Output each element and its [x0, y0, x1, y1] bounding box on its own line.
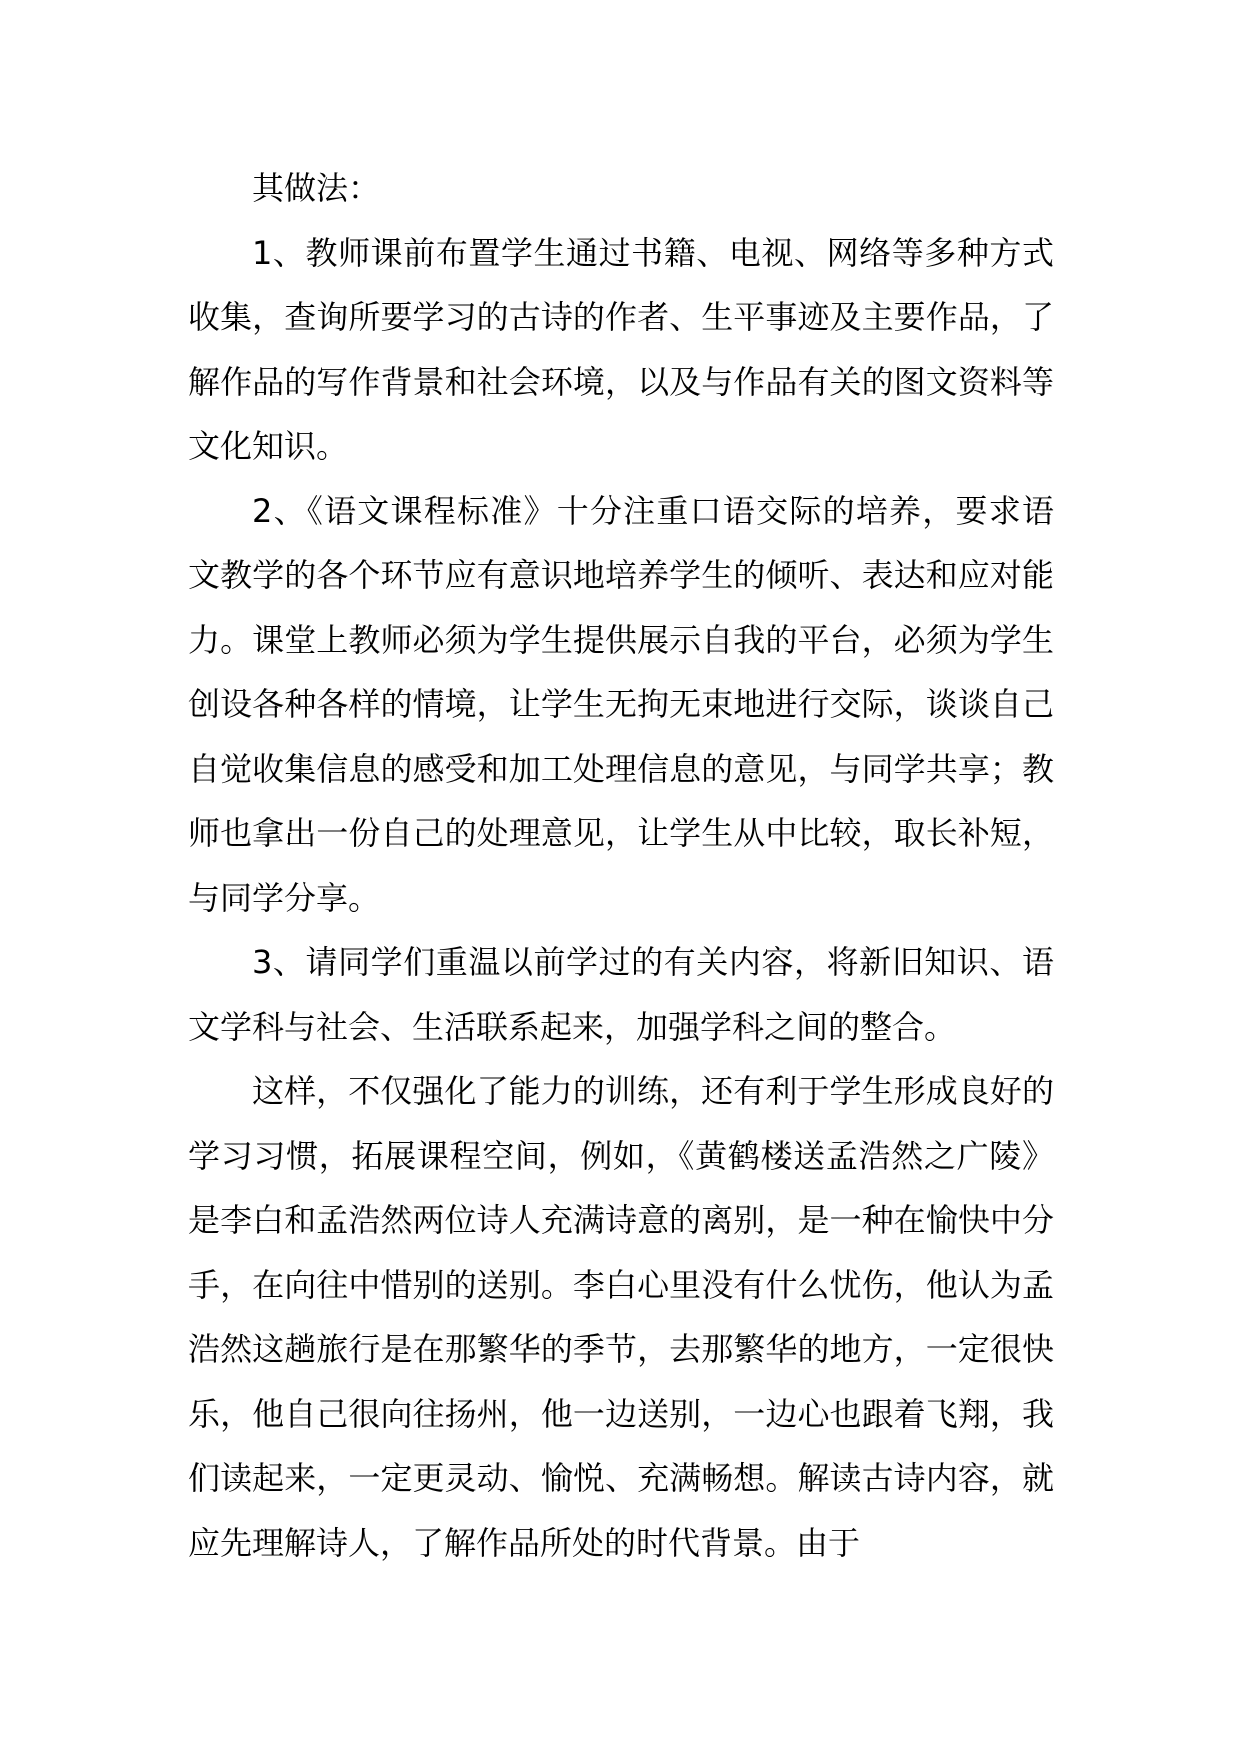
- document-body: [188, 156, 1054, 1575]
- paragraph-item-2: 2、《语文课程标准》十分注重口语交际的培养，要求语文教学的各个环节应有意识地培养学生的倾听、表达和应对能力。课堂上教师必须为学生提供展示自我的平台，必须为学生创设各种各样的情境，让学生无拘无束地进行交际，谈谈自己自觉收集信息的感受和加工处理信息的意见，与同学共享；教师也拿出一份自己的处理意见，让学生从中比较，取长补短，与同学分享。: [188, 491, 1054, 917]
- paragraph-item-1: 1、教师课前布置学生通过书籍、电视、网络等多种方式收集，查询所要学习的古诗的作者、生平事迹及主要作品，了解作品的写作背景和社会环境，以及与作品有关的图文资料等文化知识。: [188, 233, 1054, 465]
- paragraph-item-3: 3、请同学们重温以前学过的有关内容，将新旧知识、语文学科与社会、生活联系起来，加强学科之间的整合。: [188, 943, 1054, 1046]
- paragraph-conclusion: 这样，不仅强化了能力的训练，还有利于学生形成良好的学习习惯，拓展课程空间，例如，《黄鹤楼送孟浩然之广陵》是李白和孟浩然两位诗人充满诗意的离别，是一种在愉快中分手，在向往中惜别的送别。李白心里没有什么忧伤，他认为孟浩然这趟旅行是在那繁华的季节，去那繁华的地方，一定很快乐，他自己很向往扬州，他一边送别，一边心也跟着飞翔，我们读起来，一定更灵动、愉悦、充满畅想。解读古诗内容，就应先理解诗人，了解作品所处的时代背景。由于: [188, 1072, 1054, 1562]
- paragraph-intro: 其做法：: [252, 169, 381, 207]
